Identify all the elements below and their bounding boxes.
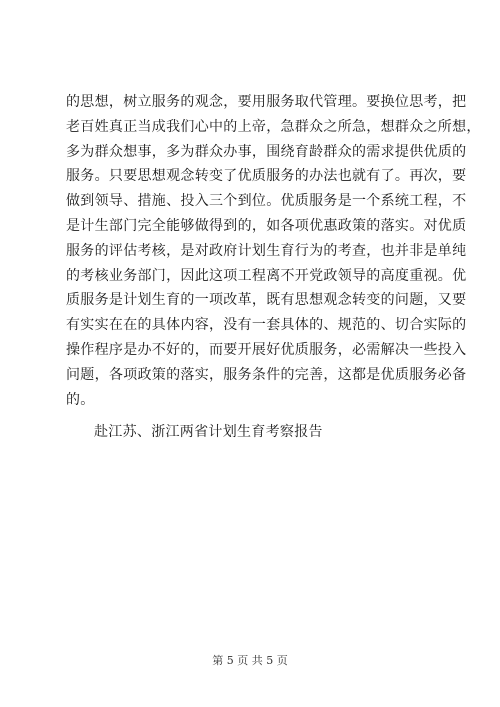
paragraph-line-1: 的思想，树立服务的观念，要用服务取代管理。要换位思考，把 <box>66 94 467 110</box>
paragraph-line-6: 是计生部门完全能够做得到的，如各项优惠政策的落实。对优质 <box>66 217 467 234</box>
document-title: 赴江苏、浙江两省计划生育考察报告 <box>94 424 323 440</box>
paragraph-line-13: 的。 <box>66 391 95 408</box>
body-paragraph <box>66 90 481 412</box>
paragraph-line-4: 服务。只要思想观念转变了优质服务的办法也就有了。再次，要 <box>66 168 467 185</box>
paragraph-line-11: 操作程序是办不好的，而要开展好优质服务，必需解决一些投入 <box>66 341 467 358</box>
paragraph-line-3: 多为群众想事，多为群众办事，围绕育龄群众的需求提供优质的 <box>66 143 467 160</box>
paragraph-line-12: 问题，各项政策的落实，服务条件的完善，这都是优质服务必备 <box>66 366 467 383</box>
paragraph-line-2: 老百姓真正当成我们心中的上帝，急群众之所急，想群众之所想， <box>66 118 481 135</box>
page-number-footer: 第 5 页 共 5 页 <box>212 654 288 667</box>
paragraph-line-8: 的考核业务部门，因此这项工程离不开党政领导的高度重视。优 <box>66 267 467 284</box>
paragraph-line-5: 做到领导、措施、投入三个到位。优质服务是一个系统工程，不 <box>66 193 467 210</box>
paragraph-line-7: 服务的评估考核，是对政府计划生育行为的考查，也并非是单纯 <box>66 242 467 259</box>
paragraph-line-10: 有实实在在的具体内容，没有一套具体的、规范的、切合实际的 <box>66 317 467 334</box>
paragraph-line-9: 质服务是计划生育的一项改革，既有思想观念转变的问题，又要 <box>66 292 467 309</box>
